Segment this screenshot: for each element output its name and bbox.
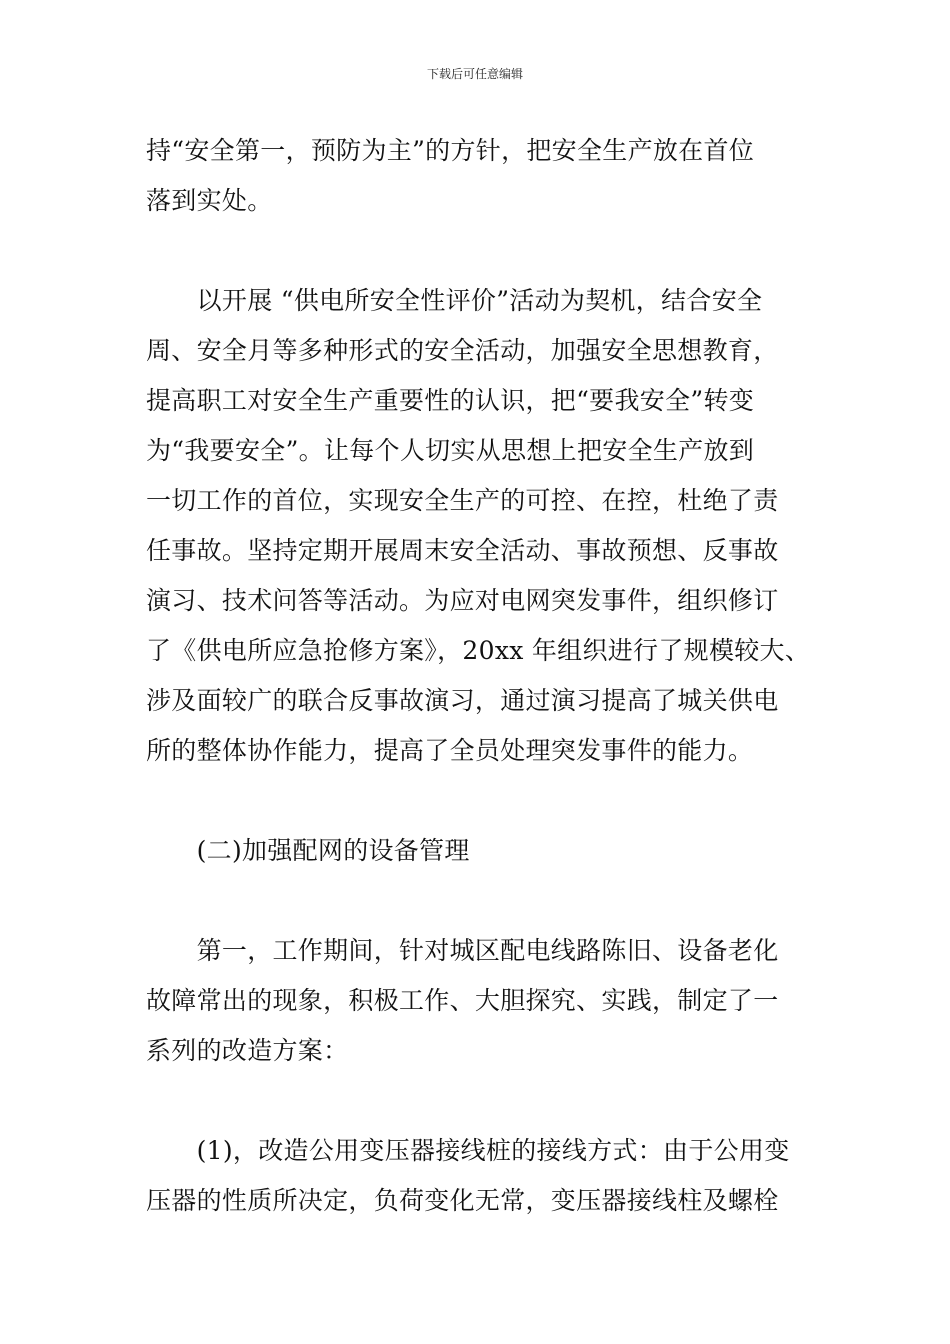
text-line: 以开展 “供电所安全性评价”活动为契机，结合安全	[146, 286, 763, 315]
paragraph-gap	[146, 1076, 836, 1126]
paragraph-1	[146, 126, 836, 226]
text-line: 了《供电所应急抢修方案》，20xx 年组织进行了规模较大、	[146, 636, 811, 665]
paragraph-4	[146, 926, 836, 1076]
text-line: 提高职工对安全生产重要性的认识，把“要我安全”转变	[146, 386, 755, 415]
text-line: (1)，改造公用变压器接线桩的接线方式：由于公用变	[146, 1136, 790, 1165]
text-line: 故障常出的现象，积极工作、大胆探究、实践，制定了一	[146, 986, 779, 1015]
text-line: 一切工作的首位，实现安全生产的可控、在控，杜绝了责	[146, 486, 779, 515]
text-line: 为“我要安全”。让每个人切实从思想上把安全生产放到	[146, 436, 755, 465]
text-line: 涉及面较广的联合反事故演习，通过演习提高了城关供电	[146, 686, 779, 715]
paragraph-gap	[146, 876, 836, 926]
text-line: 压器的性质所决定，负荷变化无常，变压器接线柱及螺栓	[146, 1186, 779, 1215]
paragraph-gap	[146, 776, 836, 826]
paragraph-2	[146, 276, 836, 776]
text-line: 系列的改造方案：	[146, 1036, 349, 1065]
document-body	[146, 126, 836, 1226]
text-line: 周、安全月等多种形式的安全活动，加强安全思想教育，	[146, 336, 779, 365]
paragraph-gap	[146, 226, 836, 276]
paragraph-5	[146, 1126, 836, 1226]
text-line: 落到实处。	[146, 186, 273, 215]
text-line: 持“安全第一，预防为主”的方针，把安全生产放在首位	[146, 136, 755, 165]
text-line: (二)加强配网的设备管理	[146, 836, 470, 865]
text-line: 演习、技术问答等活动。为应对电网突发事件，组织修订	[146, 586, 779, 615]
page-header: 下载后可任意编辑	[426, 67, 523, 81]
section-heading	[146, 826, 836, 876]
text-line: 任事故。坚持定期开展周末安全活动、事故预想、反事故	[146, 536, 779, 565]
text-line: 所的整体协作能力，提高了全员处理突发事件的能力。	[146, 736, 754, 765]
text-line: 第一，工作期间，针对城区配电线路陈旧、设备老化	[146, 936, 779, 965]
